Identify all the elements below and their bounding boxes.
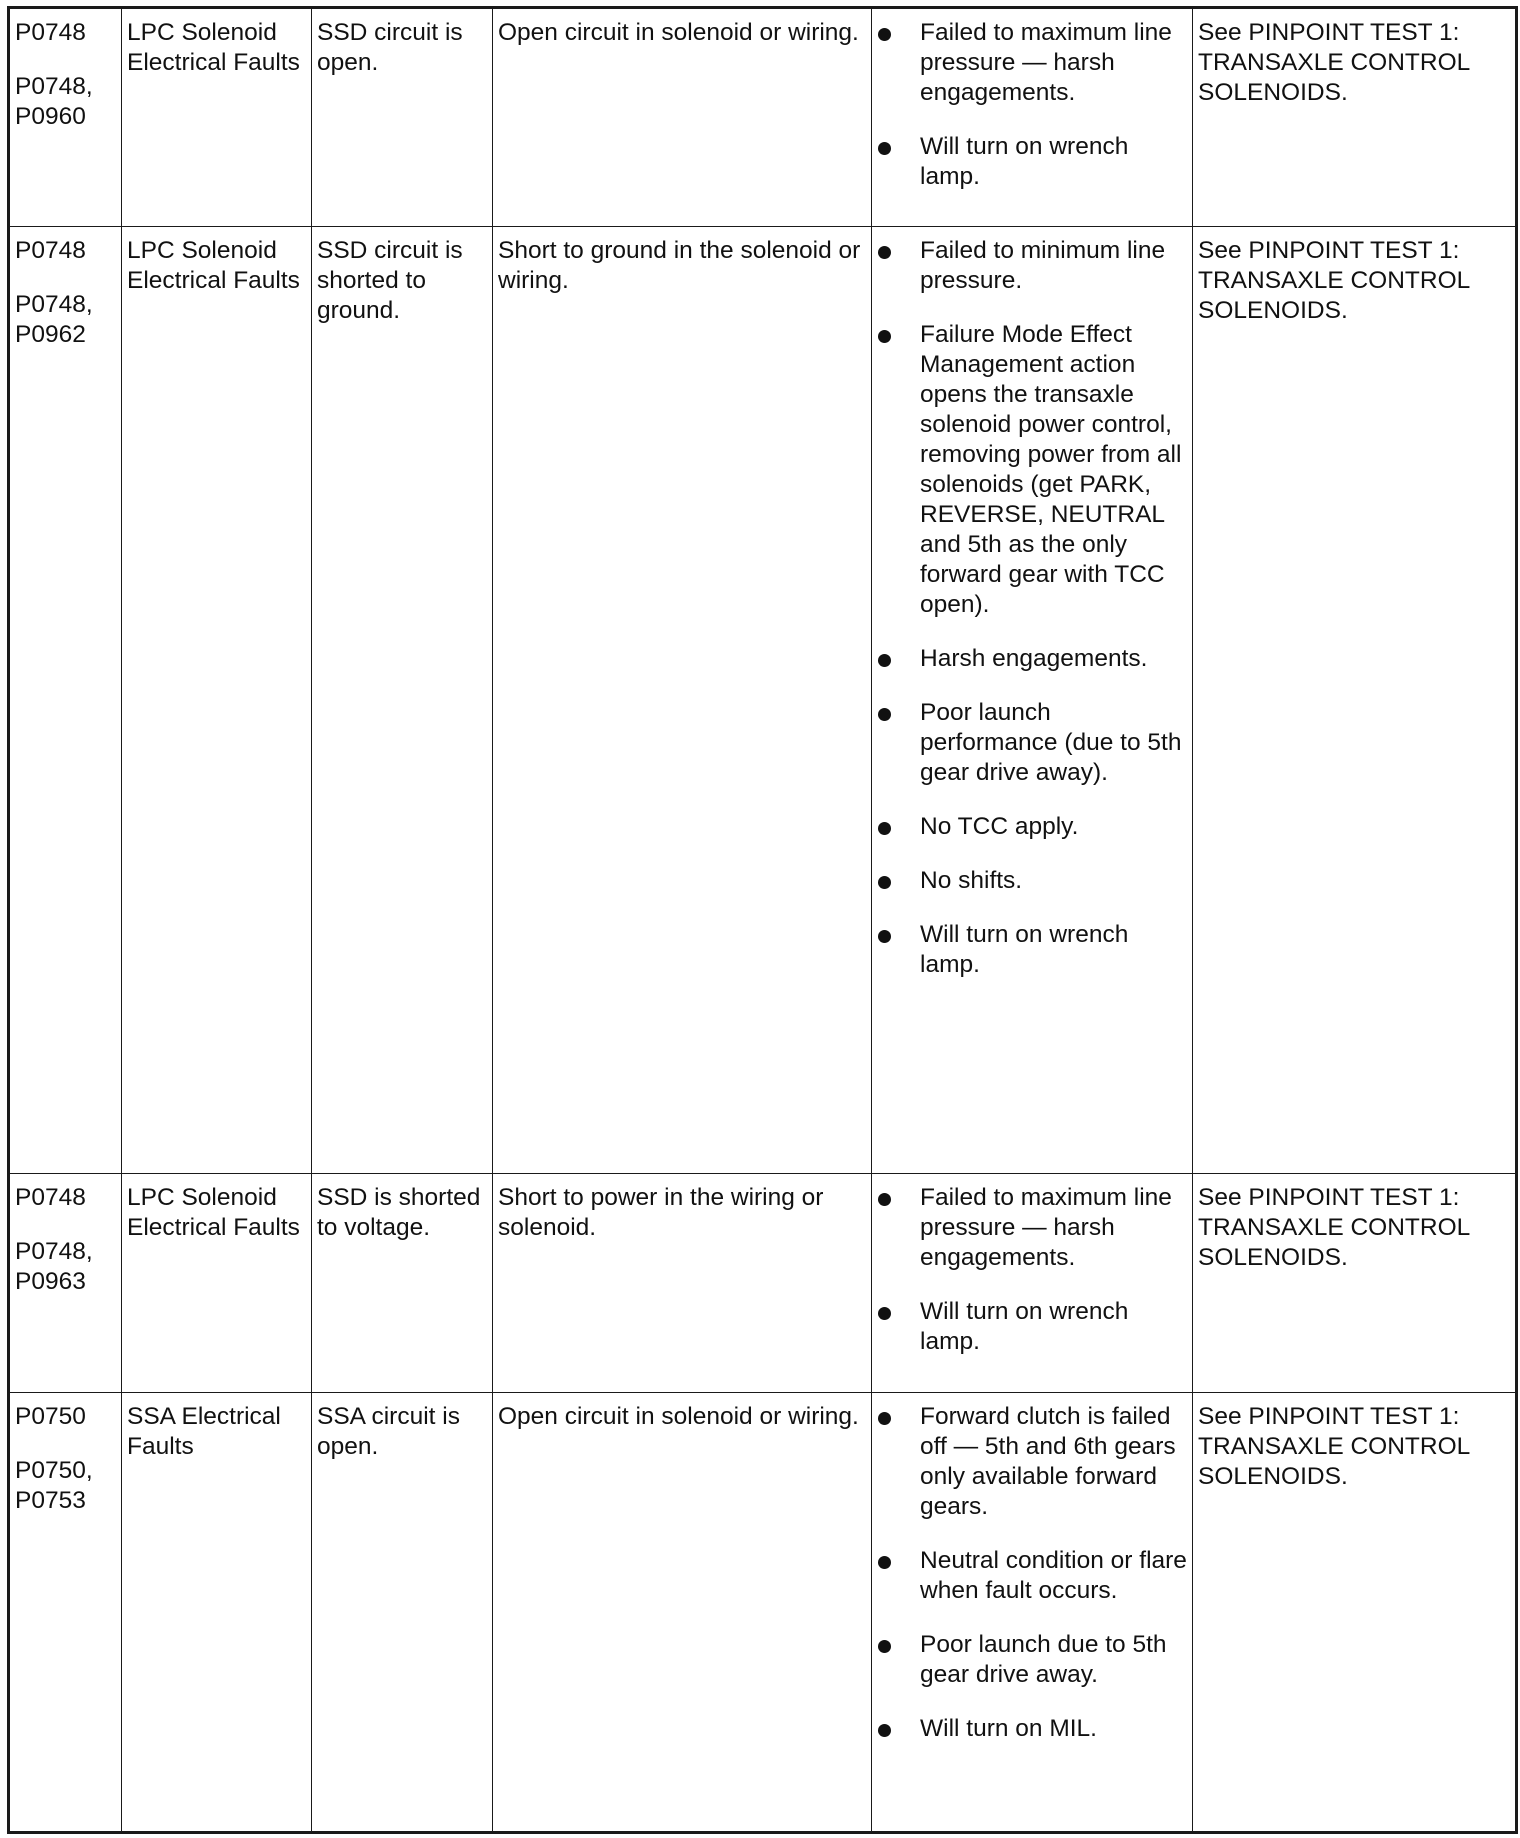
effects-cell xyxy=(872,227,1193,1174)
table-row xyxy=(9,8,1517,227)
effect-item: Poor launch due to 5th gear drive away. xyxy=(877,1630,1187,1690)
effects-cell xyxy=(872,1393,1193,1833)
effect-item: Failure Mode Effect Management action opens the transaxle solenoid power control, removing power from all solenoids (get PARK, REVERSE, NEUTRAL and 5th as the only forward gear with TCC open). xyxy=(877,320,1187,620)
component-cell: LPC Solenoid Electrical Faults xyxy=(122,1174,312,1393)
dtc-code: P0750, P0753 xyxy=(15,1457,93,1514)
cause-cell: Short to power in the wiring or solenoid. xyxy=(493,1174,872,1393)
dtc-cell xyxy=(9,1393,122,1833)
action-cell: See PINPOINT TEST 1: TRANSAXLE CONTROL SOLENOIDS. xyxy=(1193,1174,1517,1393)
effect-item: Forward clutch is failed off — 5th and 6th gears only available forward gears. xyxy=(877,1402,1187,1522)
component-cell: LPC Solenoid Electrical Faults xyxy=(122,227,312,1174)
effects-list xyxy=(877,18,1187,192)
effect-item: Failed to minimum line pressure. xyxy=(877,236,1187,296)
dtc-table xyxy=(7,6,1518,1834)
effects-cell xyxy=(872,8,1193,227)
dtc-code: P0748 xyxy=(15,1184,86,1211)
component-cell: LPC Solenoid Electrical Faults xyxy=(122,8,312,227)
dtc-code: P0748 xyxy=(15,237,86,264)
dtc-cell xyxy=(9,8,122,227)
dtc-code: P0748, P0963 xyxy=(15,1238,93,1295)
cause-cell: Open circuit in solenoid or wiring. xyxy=(493,1393,872,1833)
condition-cell: SSA circuit is open. xyxy=(312,1393,493,1833)
effects-list xyxy=(877,236,1187,980)
dtc-code: P0748, P0960 xyxy=(15,73,93,130)
effect-item: Failed to maximum line pressure — harsh engagements. xyxy=(877,18,1187,108)
condition-cell: SSD is shorted to voltage. xyxy=(312,1174,493,1393)
dtc-code: P0750 xyxy=(15,1403,86,1430)
condition-cell: SSD circuit is open. xyxy=(312,8,493,227)
component-cell: SSA Electrical Faults xyxy=(122,1393,312,1833)
effect-item: No shifts. xyxy=(877,866,1187,896)
action-cell: See PINPOINT TEST 1: TRANSAXLE CONTROL SOLENOIDS. xyxy=(1193,1393,1517,1833)
dtc-code: P0748, P0962 xyxy=(15,291,93,348)
effect-item: No TCC apply. xyxy=(877,812,1187,842)
action-cell: See PINPOINT TEST 1: TRANSAXLE CONTROL SOLENOIDS. xyxy=(1193,8,1517,227)
dtc-code: P0748 xyxy=(15,19,86,46)
effect-item: Will turn on wrench lamp. xyxy=(877,920,1187,980)
dtc-cell xyxy=(9,227,122,1174)
table-row xyxy=(9,1393,1517,1833)
effect-item: Neutral condition or flare when fault occurs. xyxy=(877,1546,1187,1606)
cause-cell: Open circuit in solenoid or wiring. xyxy=(493,8,872,227)
effect-item: Failed to maximum line pressure — harsh engagements. xyxy=(877,1183,1187,1273)
effects-list xyxy=(877,1183,1187,1357)
effects-cell xyxy=(872,1174,1193,1393)
effects-list xyxy=(877,1402,1187,1744)
effect-item: Harsh engagements. xyxy=(877,644,1187,674)
effect-item: Poor launch performance (due to 5th gear drive away). xyxy=(877,698,1187,788)
cause-cell: Short to ground in the solenoid or wiring. xyxy=(493,227,872,1174)
effect-item: Will turn on wrench lamp. xyxy=(877,132,1187,192)
condition-cell: SSD circuit is shorted to ground. xyxy=(312,227,493,1174)
effect-item: Will turn on MIL. xyxy=(877,1714,1187,1744)
action-cell: See PINPOINT TEST 1: TRANSAXLE CONTROL SOLENOIDS. xyxy=(1193,227,1517,1174)
effect-item: Will turn on wrench lamp. xyxy=(877,1297,1187,1357)
dtc-cell xyxy=(9,1174,122,1393)
table-row xyxy=(9,1174,1517,1393)
table-row xyxy=(9,227,1517,1174)
